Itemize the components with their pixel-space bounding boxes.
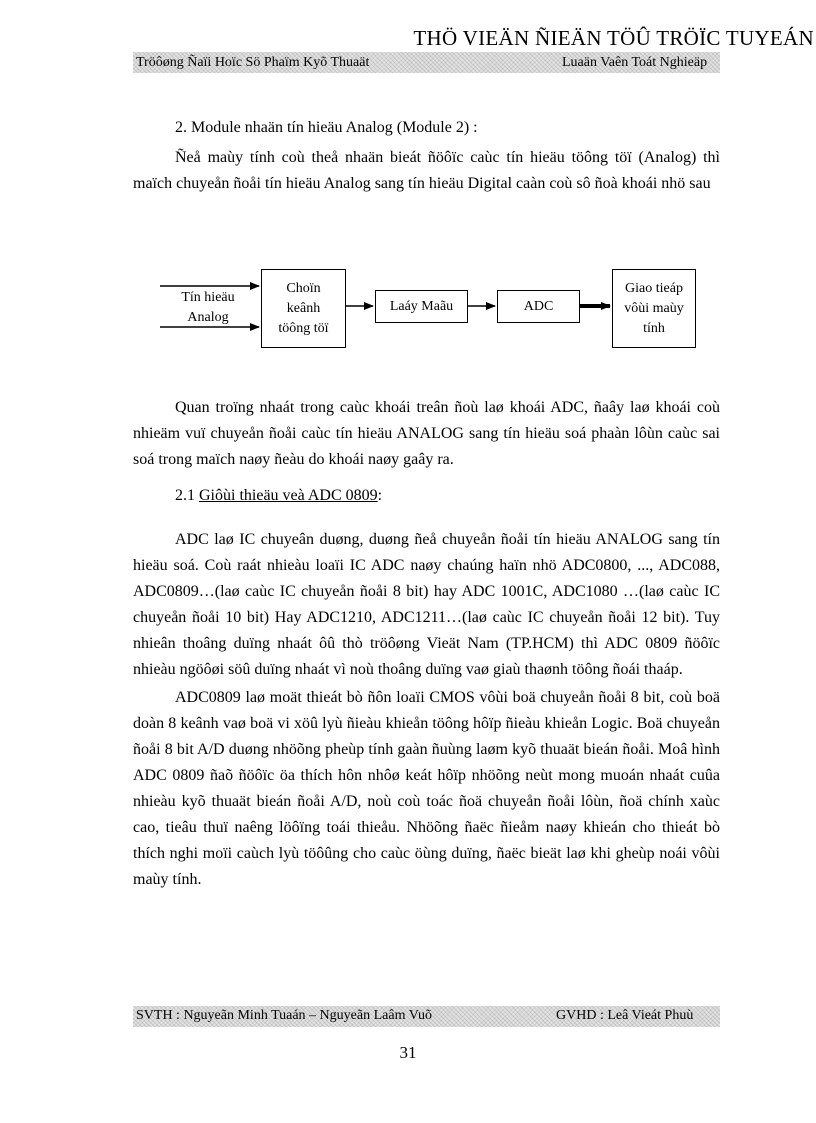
adc-importance-paragraph: Quan troïng nhaát trong caùc khoái treân ñoù laø khoái ADC, ñaây laø khoái coù nhieäm vuï chuyeån ñoåi caùc tín hieäu ANALOG sang tín hieäu soá phaàn lôùn caùc sai soá trong maïch naøy ñeàu do khoái naøy gaây ra. — [133, 399, 720, 468]
subsection-title — [175, 487, 382, 505]
block-sampling: Laáy Maãu — [375, 290, 468, 323]
block-adc: ADC — [497, 290, 580, 323]
header-school-name: Tröôøng Ñaïi Hoïc Sö Phaïm Kyõ Thuaät — [136, 55, 370, 70]
input-label: Tín hieäu Analog — [181, 290, 235, 325]
library-banner: THÖ VIEÄN ÑIEÄN TÖÛ TRÖÏC TUYEÁN — [413, 26, 814, 50]
footer-advisor: GVHD : Leâ Vieát Phuù — [556, 1008, 694, 1023]
adc0809-description-paragraph: ADC0809 laø moät thieát bò ñôn loaïi CMOS vôùi boä chuyeån ñoåi 8 bit, coù boä doàn 8 keânh vaø boä vi xöû lyù ñieàu khieån töông hôïp ñieàu khieån Logic. Boä chuyeån ñoåi 8 bit A/D duøng nhöõng pheùp tính gaàn ñuùng laøm kyõ thuaät bieán ñoåi. Moâ hình ADC 0809 ñaõ ñöôïc öa thích hôn nhôø keát hôïp nhöõng neùt mong muoán nhaát cuûa nhieàu kyõ thuaät bieán ñoåi A/D, noù coù toác ñoä chuyeån ñoåi lôùn, ñoä chính xaùc cao, tieâu thuï naêng löôïng toái thieåu. Nhöõng ñaëc ñieåm naøy khieán cho thieát bò thích nghi moïi caùch lyù töôûng cho caùc öùng duïng, ñaëc bieät laø khi gheùp noái vôùi maùy tính. — [133, 689, 720, 888]
block-channel-select: Choïn keânh töông töï — [261, 269, 346, 348]
adc-types-paragraph: ADC laø IC chuyeân duøng, duøng ñeå chuyeån ñoåi tín hieäu ANALOG sang tín hieäu soá. Coù raát nhieàu loaïi IC ADC naøy chaúng haïn nhö ADC0800, ..., ADC088, ADC0809…(laø caùc IC chuyeån ñoåi 8 bit) hay ADC 1001C, ADC1080 …(laø caùc IC chuyeån ñoåi 10 bit) Hay ADC1210, ADC1211…(laø caùc IC chuyeån ñoåi 12 bit). Tuy nhieân thoâng duïng nhaát ôû thò tröôøng Vieät Nam (TP.HCM) thì ADC 0809 ñöôïc nhieàu ngöôøi söû duïng nhaát vì noù thoâng duïng vaø giaù thaønh töông ñoái thaáp. — [133, 531, 720, 678]
subsection-colon: : — [377, 487, 383, 504]
intro-paragraph: Ñeå maùy tính coù theå nhaän bieát ñöôïc caùc tín hieäu töông töï (Analog) thì maïch chuyeån ñoåi tín hieäu Analog sang tín hieäu Digital caàn coù sô ñoà khoái nhö sau — [133, 149, 720, 192]
section-title: 2. Module nhaän tín hieäu Analog (Module 2) : — [175, 119, 478, 136]
header-thesis-label: Luaän Vaên Toát Nghieäp — [562, 55, 708, 70]
page-number: 31 — [399, 1043, 417, 1062]
block-computer-interface: Giao tieáp vôùi maùy tính — [612, 269, 696, 348]
footer-students: SVTH : Nguyeãn Minh Tuaán – Nguyeãn Laâm Vuõ — [136, 1008, 432, 1023]
subsection-number: 2.1 — [175, 487, 199, 504]
subsection-heading: Giôùi thieäu veà ADC 0809 — [199, 487, 378, 504]
